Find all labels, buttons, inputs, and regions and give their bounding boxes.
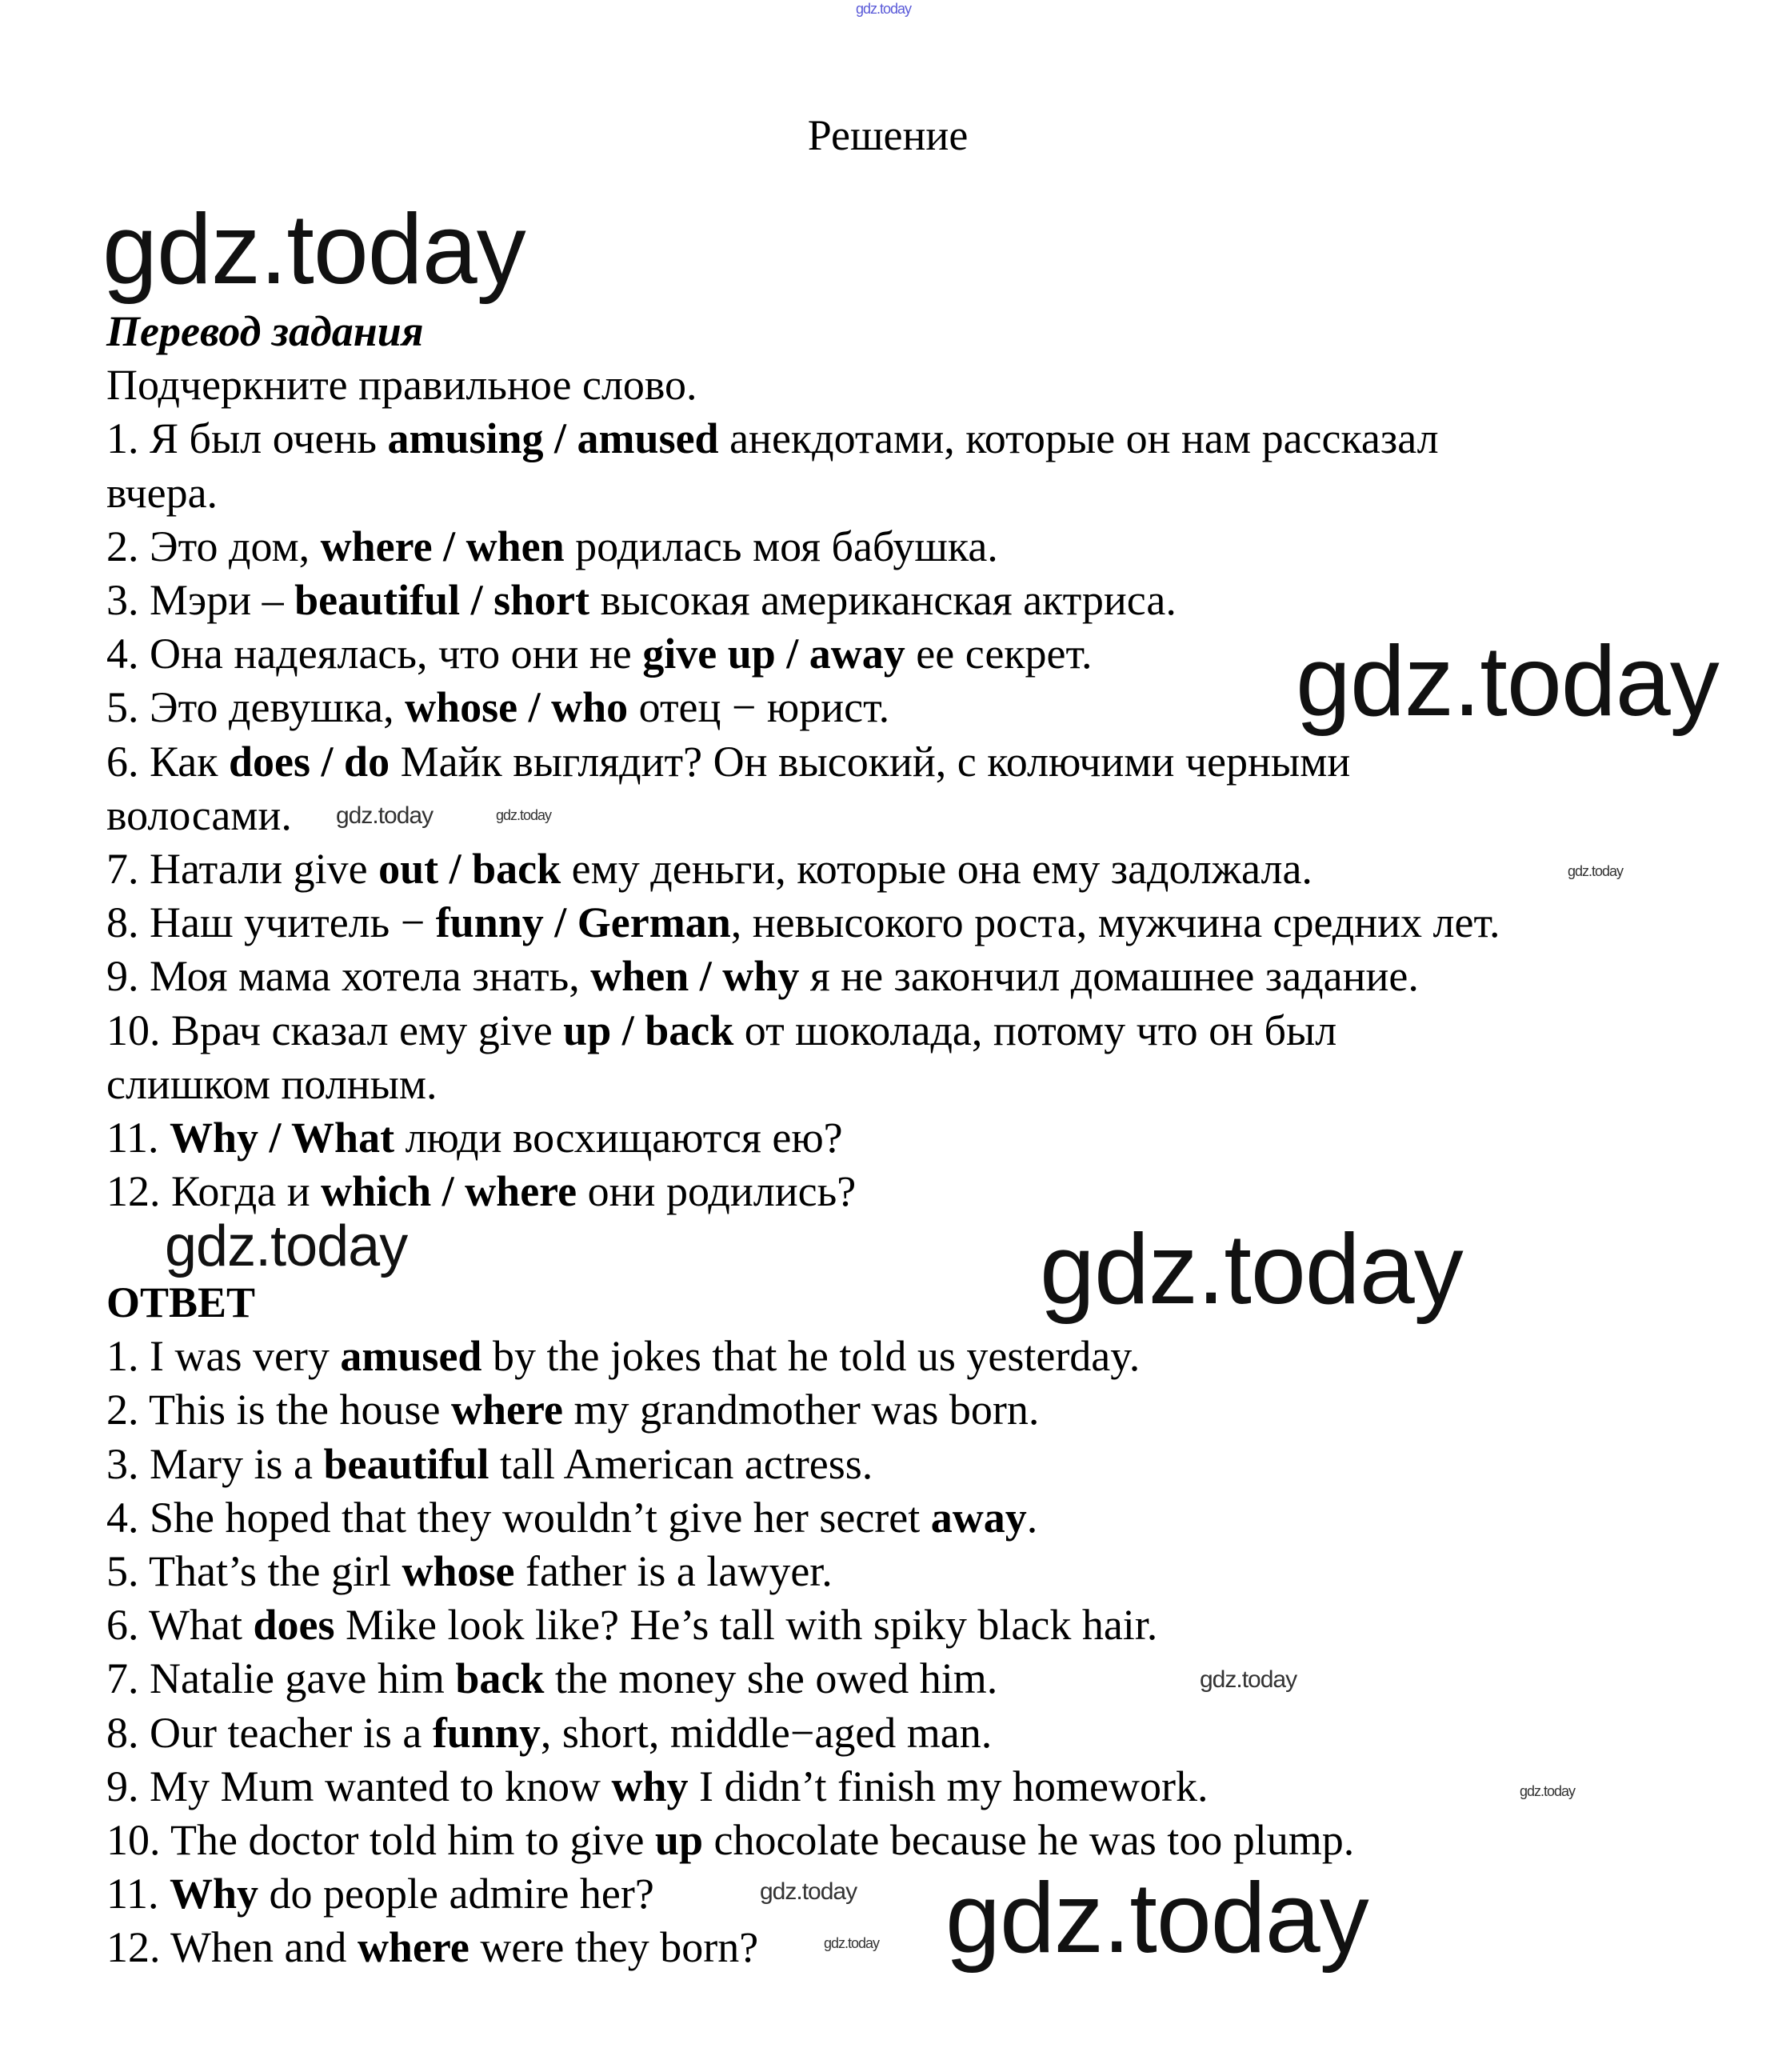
bold-word: give up / away [642, 630, 905, 678]
task-line [106, 358, 697, 412]
line-text: 10. The doctor told him to give [106, 1816, 655, 1865]
line-text: chocolate because he was too plump. [703, 1816, 1355, 1865]
bold-word: up / back [563, 1006, 734, 1054]
line-text: 9. My Mum wanted to know [106, 1762, 612, 1810]
line-text: от шоколада, потому что он был [733, 1006, 1337, 1054]
line-text: 8. Наш учитель − [106, 898, 436, 947]
task-line [106, 627, 1093, 681]
watermark: gdz.today [1520, 1783, 1576, 1799]
line-text: люди восхищаются ею? [394, 1114, 843, 1162]
line-text: ее секрет. [905, 630, 1093, 678]
line-text: я не закончил домашнее задание. [799, 952, 1419, 1001]
bold-word: where [357, 1923, 469, 1972]
line-text: 10. Врач сказал ему give [106, 1006, 564, 1054]
line-text: 6. What [106, 1601, 254, 1650]
line-text: Майк выглядит? Он высокий, с колючими черными [390, 737, 1351, 786]
bold-word: why [611, 1762, 689, 1810]
bold-word: back [455, 1654, 545, 1703]
task-line [106, 735, 1350, 789]
line-text: . [1026, 1493, 1038, 1542]
bold-word: does [253, 1601, 335, 1650]
watermark: gdz.today [1040, 1214, 1463, 1325]
line-text: do people admire her? [258, 1870, 654, 1918]
watermark: gdz.today [856, 1, 912, 17]
bold-word: beautiful / short [294, 576, 590, 625]
bold-word: whose / who [405, 683, 629, 732]
bold-word: up [654, 1816, 703, 1865]
bold-word: out / back [378, 845, 561, 894]
answer-heading: ОТВЕТ [106, 1278, 256, 1326]
bold-word: Why / What [170, 1114, 395, 1162]
task-line [106, 950, 1419, 1003]
task-heading: Перевод задания [106, 307, 424, 355]
watermark: gdz.today [1568, 863, 1624, 879]
bold-word: amused [340, 1332, 482, 1381]
answer-line [106, 1921, 758, 1974]
task-line [106, 842, 1313, 896]
task-section [106, 305, 1500, 1218]
line-text: 12. Когда и [106, 1167, 322, 1216]
answer-line [106, 1545, 833, 1598]
line-text: 4. She hoped that they wouldn’t give her secret [106, 1493, 931, 1542]
bold-word: amusing / amused [387, 414, 719, 463]
task-line [106, 1111, 843, 1165]
answer-line [106, 1598, 1157, 1652]
line-text: 6. Как [106, 737, 230, 786]
line-text: the money she owed him. [544, 1654, 998, 1703]
line-text: 1. Я был очень [106, 414, 388, 463]
watermark: gdz.today [1296, 626, 1719, 737]
answer-line [106, 1438, 873, 1491]
line-text: 2. This is the house [106, 1386, 451, 1434]
line-text: слишком полным. [106, 1059, 438, 1108]
task-lines [106, 358, 1500, 1218]
line-text: ему деньги, которые она ему задолжала. [561, 845, 1313, 894]
bold-word: funny [432, 1708, 541, 1757]
watermark: gdz.today [336, 802, 434, 829]
bold-word: which / where [321, 1167, 577, 1216]
watermark: gdz.today [165, 1214, 408, 1278]
line-text: 5. Это девушка, [106, 683, 406, 732]
task-line [106, 1165, 856, 1218]
line-text: 11. [106, 1114, 170, 1162]
bold-word: funny / German [435, 898, 731, 947]
line-text: 2. Это дом, [106, 522, 321, 570]
line-text: 3. Мэри – [106, 576, 295, 625]
bold-word: where [451, 1386, 563, 1434]
line-text: , невысокого роста, мужчина средних лет. [730, 898, 1500, 947]
task-line [106, 412, 1439, 466]
bold-word: Why [170, 1870, 259, 1918]
line-text: они родились? [577, 1167, 857, 1216]
watermark: gdz.today [945, 1863, 1368, 1974]
line-text: родилась моя бабушка. [564, 522, 998, 570]
line-text: 5. That’s the girl [106, 1547, 402, 1596]
line-text: 4. Она надеялась, что они не [106, 630, 643, 678]
answer-line [106, 1383, 1039, 1437]
line-text: 11. [106, 1870, 170, 1918]
answer-line [106, 1330, 1140, 1383]
task-line [106, 574, 1177, 627]
answer-line [106, 1760, 1208, 1814]
line-text: were they born? [469, 1923, 759, 1972]
line-text: father is a lawyer. [514, 1547, 833, 1596]
line-text: Mike look like? He’s tall with spiky black hair. [334, 1601, 1158, 1650]
bold-word: away [930, 1493, 1027, 1542]
line-text: отец − юрист. [628, 683, 890, 732]
bold-word: beautiful [323, 1439, 489, 1488]
task-line [106, 1004, 1336, 1058]
watermark: gdz.today [760, 1878, 857, 1905]
line-text: 3. Mary is a [106, 1439, 324, 1488]
line-text: вчера. [106, 468, 218, 517]
answer-line [106, 1814, 1354, 1867]
watermark: gdz.today [1200, 1666, 1297, 1693]
line-text: my grandmother was born. [562, 1386, 1040, 1434]
bold-word: where / when [320, 522, 565, 570]
answer-line [106, 1652, 997, 1706]
line-text: Подчеркните правильное слово. [106, 361, 697, 410]
line-text: by the jokes that he told us yesterday. [481, 1332, 1141, 1381]
line-text: высокая американская актриса. [589, 576, 1177, 625]
line-text: анекдотами, которые он нам рассказал [718, 414, 1439, 463]
task-line [106, 520, 998, 574]
line-text: 8. Our teacher is a [106, 1708, 433, 1757]
task-line [106, 466, 218, 520]
bold-word: when / why [590, 952, 800, 1001]
line-text: , short, middle−aged man. [540, 1708, 993, 1757]
task-line [106, 1058, 438, 1111]
line-text: 12. When and [106, 1923, 358, 1972]
answer-line [106, 1867, 654, 1921]
answer-line [106, 1706, 992, 1760]
line-text: I didn’t finish my homework. [688, 1762, 1209, 1810]
watermark: gdz.today [102, 194, 525, 305]
watermark: gdz.today [824, 1935, 880, 1951]
line-text: 1. I was very [106, 1332, 341, 1381]
answer-line [106, 1491, 1037, 1545]
line-text: tall American actress. [489, 1439, 873, 1488]
bold-word: whose [402, 1547, 515, 1596]
line-text: 7. Natalie gave him [106, 1654, 456, 1703]
watermark: gdz.today [496, 807, 552, 823]
bold-word: does / do [229, 737, 390, 786]
task-line [106, 896, 1500, 950]
task-line [106, 789, 292, 842]
line-text: 7. Натали give [106, 845, 379, 894]
line-text: волосами. [106, 790, 292, 839]
line-text: 9. Моя мама хотела знать, [106, 952, 591, 1001]
page-title: Решение [807, 111, 969, 159]
task-line [106, 681, 889, 734]
